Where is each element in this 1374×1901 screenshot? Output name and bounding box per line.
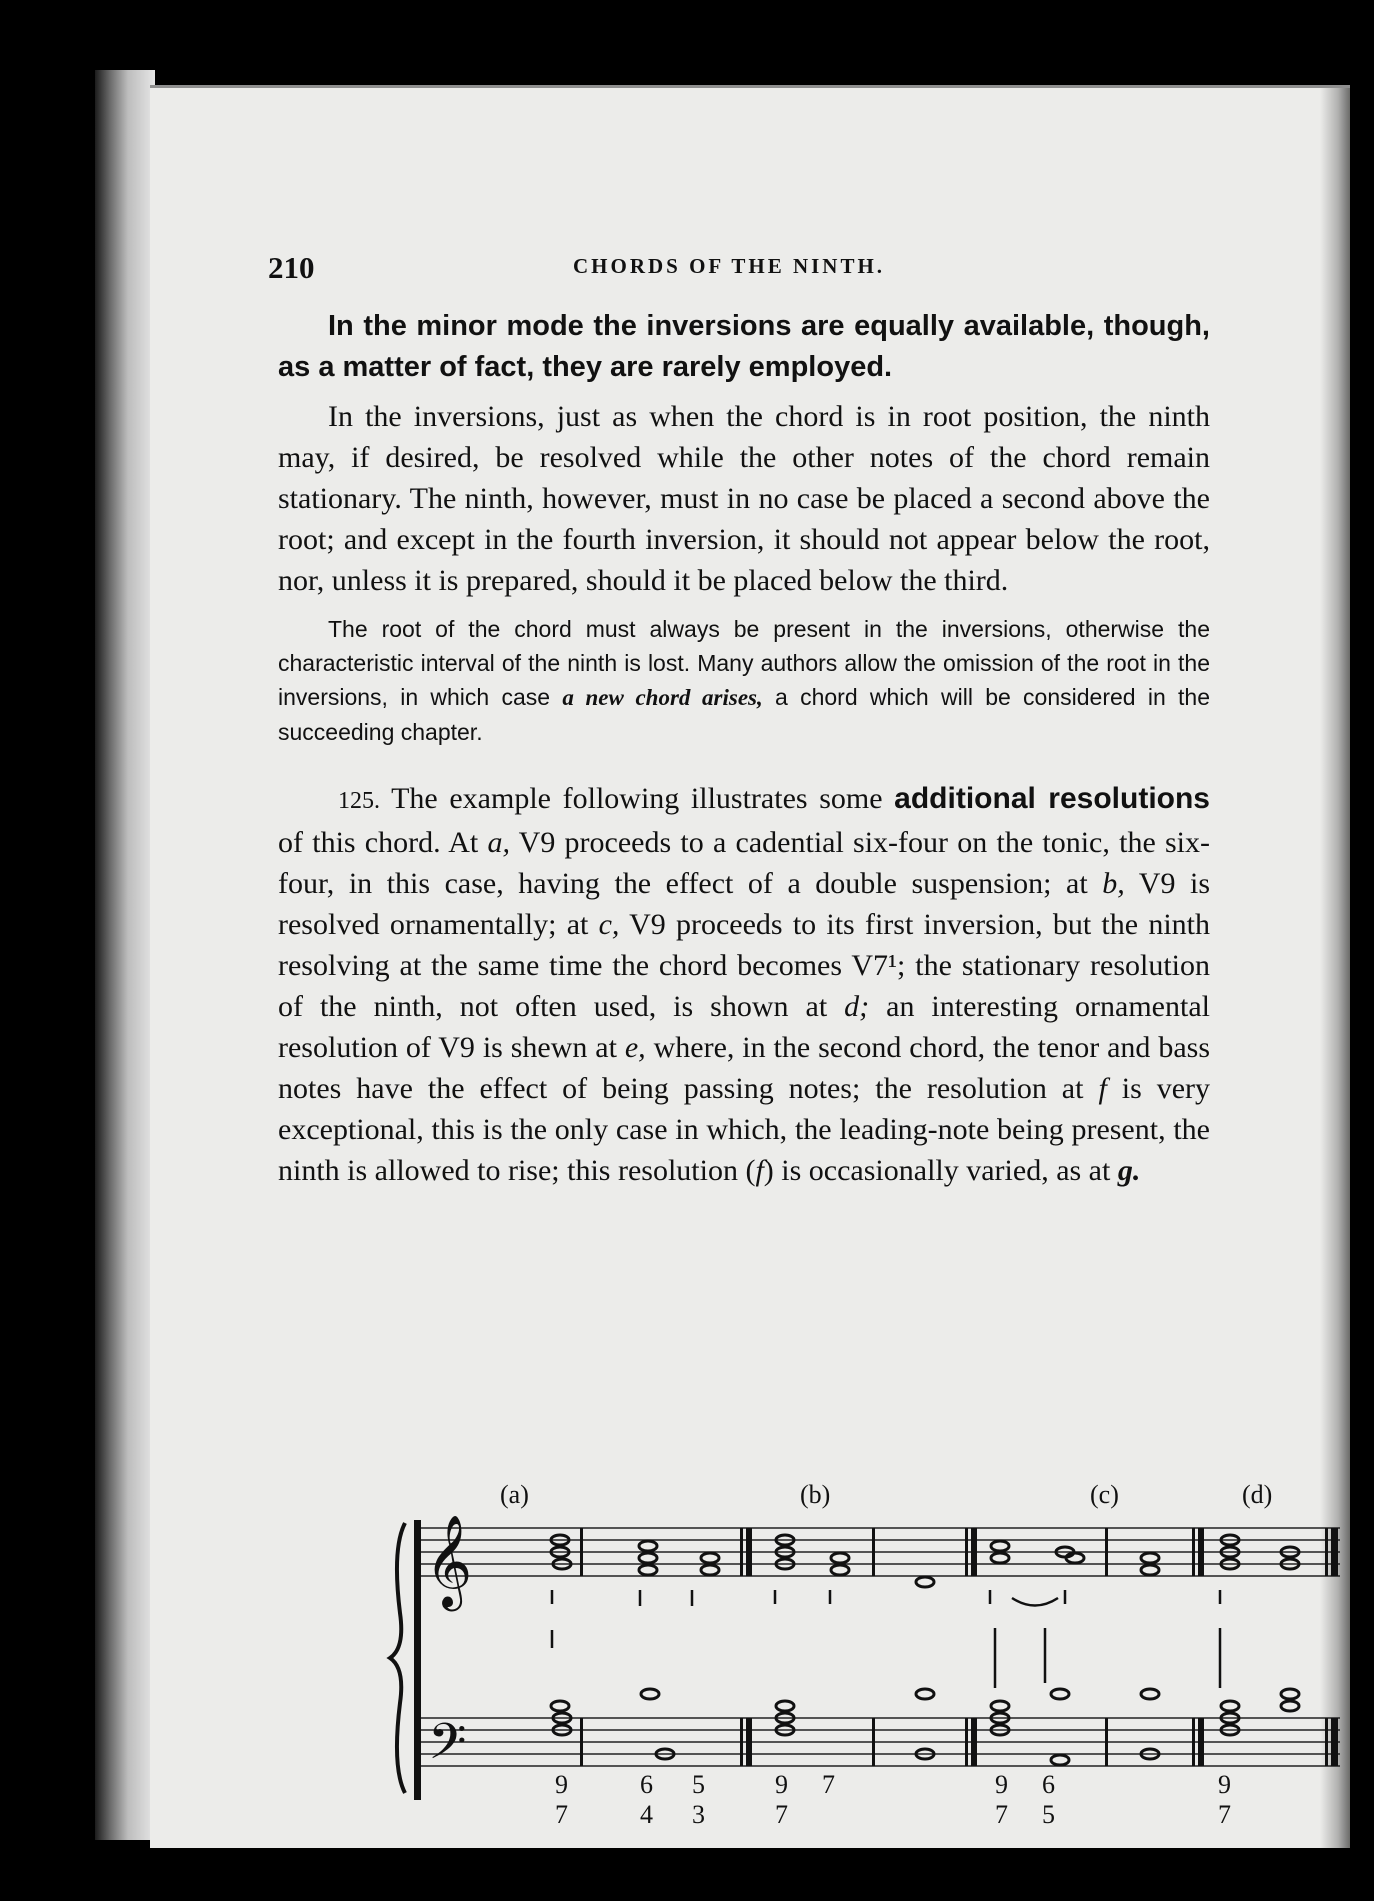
voice-stems [552, 1590, 1220, 1688]
paragraph-125: 125. The example following illustrates some additional resolutions of this chord. At a, V9 proceeds to a cadential six-four on the tonic, the six-four, in this case, having the effect of a double suspension; at b, V9 is resolved ornamentally; at c, V9 proceeds to its first inversion, but the ninth resolving at the same time the chord becomes V7¹; the stationary resolution of the ninth, not often used, is shown at d; an interesting ornamental resolution of V9 is shewn at e, where, in the second chord, the tenor and bass notes have the effect of being passing notes; the resolution at f is very exceptional, this is the only case in which, the leading-note being present, the ninth is allowed to rise; this resolution (f) is occasionally varied, as at g. [278, 782, 1211, 1187]
label-b: (b) [800, 1480, 831, 1509]
paragraph-inversions: In the inversions, just as when the chord is in root position, the ninth may, if desired, be resolved while the other notes of the chord remain stationary. The ninth, however, must in no case be placed a second above the root; and except in the fourth inversion, it should not appear below the root, nor, unless it is prepared, should it be placed below the third. [278, 400, 1210, 597]
svg-text:7: 7 [775, 1800, 788, 1828]
emphasis-new-chord: a new chord arises, [562, 685, 763, 710]
figured-bass [555, 1770, 1231, 1828]
svg-text:6: 6 [1042, 1770, 1055, 1799]
paragraph-minor-mode: In the minor mode the inversions are equally available, though, as a matter of fact, they are rarely employed. [278, 310, 1210, 383]
book-binding [95, 70, 155, 1840]
running-title: CHORDS OF THE NINTH. [573, 254, 886, 278]
label-d: (d) [1242, 1480, 1273, 1509]
svg-text:3: 3 [692, 1800, 705, 1828]
page-header [268, 250, 1268, 310]
svg-text:7: 7 [822, 1770, 835, 1799]
svg-text:7: 7 [1218, 1800, 1231, 1828]
label-a: (a) [500, 1480, 529, 1509]
page-number: 210 [268, 250, 315, 285]
svg-text:9: 9 [775, 1770, 788, 1799]
paragraph-number: 125. [338, 788, 380, 814]
svg-text:7: 7 [995, 1800, 1008, 1828]
system-brace [390, 1523, 405, 1793]
svg-text:5: 5 [1042, 1800, 1055, 1828]
system-barline [414, 1520, 421, 1800]
svg-text:9: 9 [1218, 1770, 1231, 1799]
svg-text:6: 6 [640, 1770, 653, 1799]
svg-text:5: 5 [692, 1770, 705, 1799]
paragraph-note-root: The root of the chord must always be present in the inversions, otherwise the characteristic interval of the ninth is lost. Many authors allow the omission of the root in the inversions, in which case a new chord arises, a chord which will be considered in the succeeding chapter. [278, 616, 1211, 745]
svg-text:9: 9 [995, 1770, 1008, 1799]
music-example [300, 1478, 1350, 1828]
book-page [150, 85, 1350, 1848]
label-c: (c) [1090, 1480, 1119, 1509]
svg-text:7: 7 [555, 1800, 568, 1828]
bass-clef-icon: 𝄢 [428, 1713, 467, 1783]
treble-clef-icon: 𝄞 [425, 1514, 473, 1607]
svg-text:9: 9 [555, 1770, 568, 1799]
svg-text:4: 4 [640, 1800, 653, 1828]
emphasis-additional-resolutions: additional resolutions [894, 782, 1210, 815]
